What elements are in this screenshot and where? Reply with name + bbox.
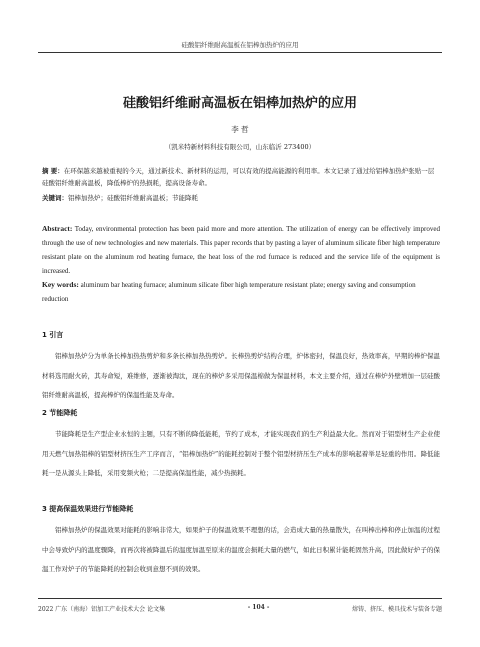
keywords-english-label: Key words:	[42, 280, 79, 289]
abstract-chinese-label: 摘 要：	[42, 167, 64, 175]
running-header: 硅酸铝纤维耐高温板在铝棒加热炉的应用	[38, 40, 442, 53]
keywords-chinese-text: 铝棒加热炉；硅酸铝纤维耐高温板；节能降耗	[68, 194, 198, 202]
author-affiliation: （凯米特新材料科技有限公司，山东临沂 273400）	[164, 143, 316, 151]
page-number: - 104 -	[247, 604, 270, 611]
section-heading: 2 节能降耗	[42, 409, 78, 417]
section-heading: 1 引言	[42, 331, 64, 339]
keywords-chinese-label: 关键词：	[42, 194, 68, 202]
keywords-chinese	[42, 193, 440, 204]
keywords-english	[42, 278, 440, 306]
abstract-english	[42, 222, 440, 278]
abstract-english-label: Abstract:	[42, 224, 73, 233]
abstract-english-text: Today, environmental protection has been paid more and more attention. The utilization of energy can be effectively improved through the use of new technologies and new materials. This paper records that by pasting a layer of aluminum silicate fiber high temperature resistant plate on the aluminum rod heating furnace, the heat loss of the rod furnace is reduced and the service life of the equipment is increased.	[42, 225, 440, 275]
section-body: 铝棒加热炉分为单条长棒加热热剪炉和多条长棒加热热剪炉。长棒热剪炉结构合理，炉体密封，保温良好，热效率高，早期的棒炉保温材料选用耐火砖，其寿命短，难维修，逐渐被淘汰，现在的棒炉多采用保温棉做为保温材料，本文主要介绍，通过在棒炉外壁增加一层硅酸铝纤维耐高温板，提高棒炉的保温性能及寿命。	[42, 352, 440, 399]
section-insulation	[42, 504, 440, 580]
footer-proceedings: 2022 广东（南海）铝加工产业技术大会 论文集	[38, 606, 166, 613]
footer-topic: 熔铸、挤压、模具技术与装备专题	[351, 606, 442, 613]
section-introduction	[42, 330, 440, 406]
page-footer	[38, 598, 442, 613]
abstract-chinese	[42, 166, 440, 189]
paper-title: 硅酸铝纤维耐高温板在铝棒加热炉的应用	[122, 96, 357, 111]
section-body: 铝棒加热炉的保温效果对能耗的影响非常大，如果炉子的保温效果不理想的话，会造成大量的热量散失，在叫棒出棒和停止加温的过程中会导致炉内的温度骤降，而再次将被降温后的温度加温至原来的温度会损耗大量的燃气，如此日积累计能耗固然升高，因此做好炉子的保温工作对炉子的节能降耗的控制会收到意想不到的效果。	[42, 526, 440, 573]
author-name: 李 哲	[231, 125, 249, 134]
section-heading: 3 提高保温效果进行节能降耗	[42, 505, 134, 513]
abstract-chinese-text: 在环保越来越被重视的今天，通过新技术、新材料的运用，可以有效的提高能源的利用率。本文记录了通过给铝棒加热炉张贴一层硅酸铝纤维耐高温板，降低棒炉的热损耗，提高设备寿命。	[42, 167, 435, 187]
section-body: 节能降耗是生产型企业永恒的主题，只有不断的降低能耗，节约了成本，才能实现我们的生产利益最大化。然而对于铝型材生产企业使用天燃气加热铝棒的铝型材挤压生产工序而言，“铝棒加热炉”的能耗控制对于整个铝型材挤压生产成本的影响起着举足轻重的作用。降低能耗一是从源头上降低，采用变频火枪；二是提高保温性能，减少热损耗。	[42, 430, 440, 477]
keywords-english-text: aluminum bar heating furnace; aluminum silicate fiber high temperature resistant plate; energy saving and consumption reduction	[42, 281, 416, 303]
section-energy-saving	[42, 408, 440, 484]
